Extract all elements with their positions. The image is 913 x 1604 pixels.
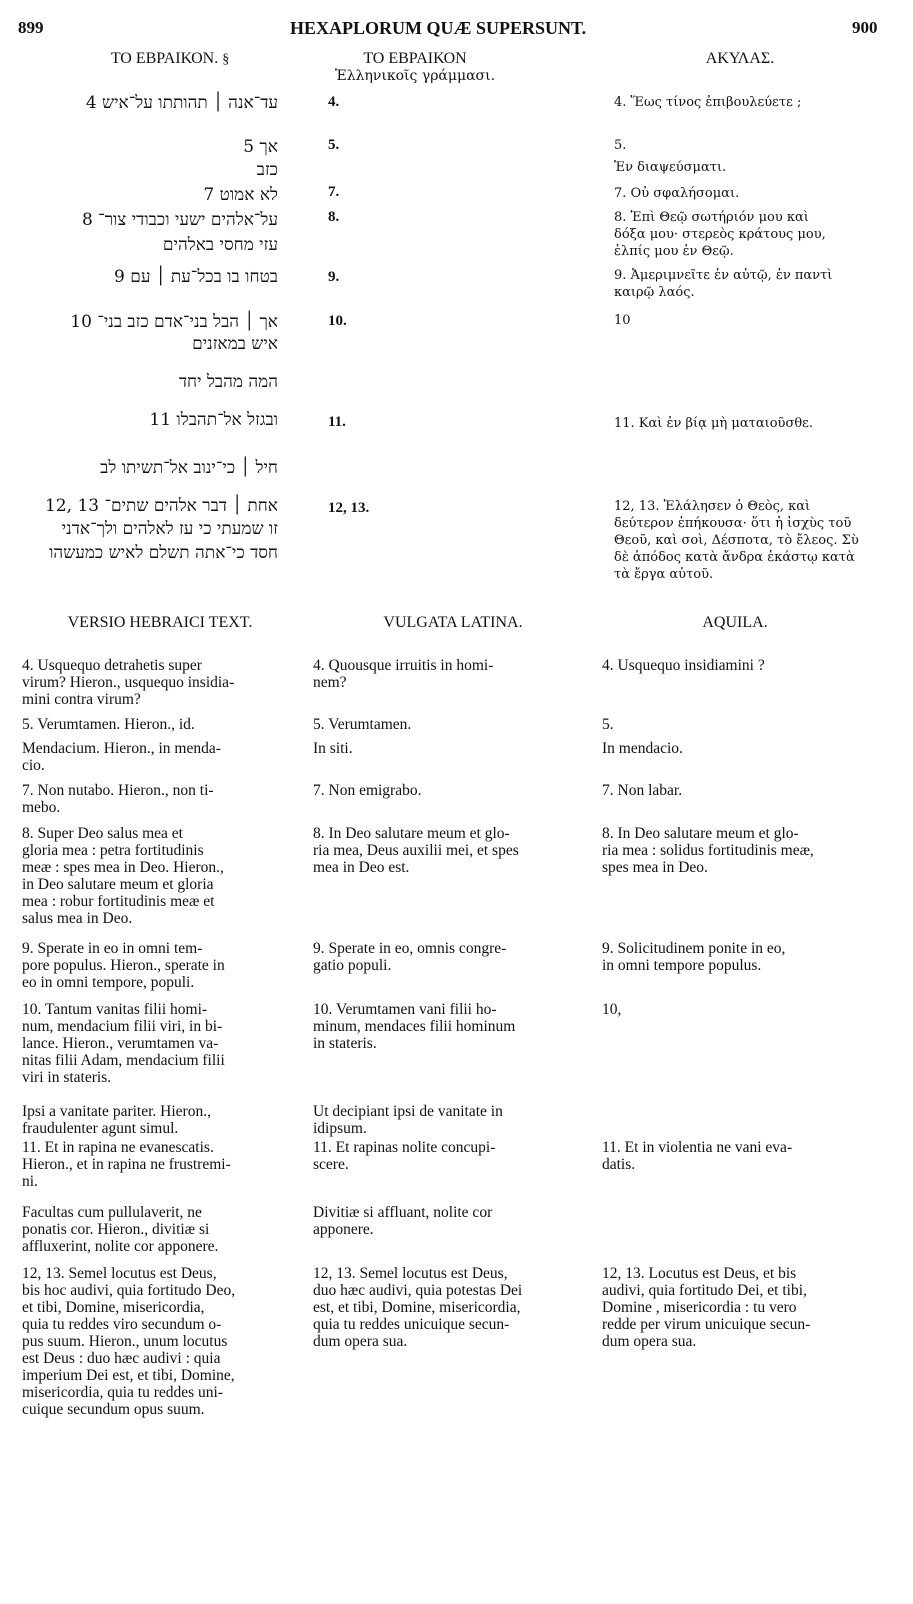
text-line: mini contra virum? (22, 691, 141, 708)
aquila-paragraph (602, 1139, 874, 1173)
hebrew-line: עד־אנה ׀ תהותתו על־איש 4 (85, 93, 278, 113)
col-heading-versio: VERSIO HEBRAICI TEXT. (67, 614, 253, 631)
text-line: audivi, quia fortitudo Dei, et tibi, (602, 1282, 807, 1299)
vulgata-paragraph (313, 782, 585, 799)
text-line: et tibi, Domine, misericordia, (22, 1299, 205, 1316)
text-line: gatio populi. (313, 957, 392, 974)
text-line: 7. Non labar. (602, 782, 683, 799)
text-line: 7. Non emigrabo. (313, 782, 422, 799)
text-line: cuique secundum opus suum. (22, 1401, 205, 1418)
text-line: redde per virum unicuique secun- (602, 1316, 811, 1333)
text-line: apponere. (313, 1221, 374, 1238)
hebrew-line: חיל ׀ כי־ינוב אל־תשיתו לב (100, 458, 278, 478)
text-line: pus suum. Hieron., unum locutus (22, 1333, 228, 1350)
versio-paragraph (22, 1204, 292, 1255)
text-line: in omni tempore populus. (602, 957, 762, 974)
versio-paragraph (22, 740, 292, 774)
page-number-left: 899 (18, 18, 44, 37)
text-line: 9. Sperate in eo, omnis congre- (313, 940, 507, 957)
col-heading-hebrew: ΤΟ ΕΒΡΑΙΚΟΝ. § (110, 50, 230, 67)
hebrew-line: בטחו בו בכל־עת ׀ עם 9 (113, 267, 278, 287)
vulgata-paragraph (313, 940, 585, 974)
text-line: bis hoc audivi, quia fortitudo Deo, (22, 1282, 236, 1299)
col-heading-aquila: AQUILA. (702, 614, 768, 631)
greek-line: ἐλπίς μου ἐν Θεῷ. (614, 244, 734, 259)
text-line: idipsum. (313, 1120, 367, 1137)
vulgata-paragraph (313, 1001, 585, 1052)
col-heading-aquila-greek: ΑΚΥΛΑΣ. (705, 50, 775, 67)
greek-line: 10 (614, 313, 631, 328)
text-line: Ipsi a vanitate pariter. Hieron., (22, 1103, 211, 1120)
text-line: Facultas cum pullulaverit, ne (22, 1204, 202, 1221)
versio-paragraph (22, 1265, 292, 1418)
vulgata-paragraph (313, 1139, 585, 1173)
text-line: 12, 13. Semel locutus est Deus, (313, 1265, 508, 1282)
text-line: lance. Hieron., verumtamen va- (22, 1035, 219, 1052)
vulgata-paragraph (313, 825, 585, 876)
text-line: minum, mendaces filii hominum (313, 1018, 516, 1035)
text-line: scere. (313, 1156, 349, 1173)
text-line: eo in omni tempore, populi. (22, 974, 195, 991)
text-line: Mendacium. Hieron., in menda- (22, 740, 221, 757)
aquila-paragraph (602, 1265, 874, 1350)
text-line: 10. Tantum vanitas filii homi- (22, 1001, 208, 1018)
text-line: nitas filii Adam, mendacium filii (22, 1052, 225, 1069)
text-line: In mendacio. (602, 740, 683, 757)
versio-paragraph (22, 657, 292, 708)
text-line: dum opera sua. (313, 1333, 408, 1350)
greek-line: 9. Ἀμεριμνεῖτε ἐν αὐτῷ, ἐν παντὶ (614, 268, 833, 283)
text-line: 12, 13. Locutus est Deus, et bis (602, 1265, 797, 1282)
hebrew-line: אחת ׀ דבר אלהים שתים־ 13 ,12 (44, 496, 278, 516)
text-line: cio. (22, 757, 45, 774)
col-heading-hebrew-greek-letters: ΤΟ ΕΒΡΑΙΚΟΝ Ἑλληνικοῖς γράμμασι. (334, 50, 496, 84)
text-line: est Deus : duo hæc audivi : quia (22, 1350, 221, 1367)
text-line: nem? (313, 674, 347, 691)
vulgata-paragraph (313, 1103, 585, 1137)
greek-line: 4. Ἕως τίνος ἐπιβουλεύετε ; (614, 95, 802, 110)
text-line: dum opera sua. (602, 1333, 697, 1350)
text-line: fraudulenter agunt simul. (22, 1120, 179, 1137)
text-line: in stateris. (313, 1035, 377, 1052)
text-line: affluxerint, nolite cor apponere. (22, 1238, 219, 1255)
aquila-paragraph (602, 825, 874, 876)
verse-number: 7. (328, 184, 340, 200)
text-line: ria mea, Deus auxilii mei, et spes (313, 842, 519, 859)
text-line: mea in Deo est. (313, 859, 410, 876)
aquila-paragraph (602, 782, 874, 799)
text-line: meæ : spes mea in Deo. Hieron., (22, 859, 224, 876)
text-line: 9. Sperate in eo in omni tem- (22, 940, 203, 957)
text-line: 4. Usquequo insidiamini ? (602, 657, 765, 674)
greek-line: 7. Οὐ σφαλήσομαι. (614, 186, 740, 201)
paragraph-mark-icon: § (222, 52, 230, 67)
vulgata-paragraph (313, 657, 585, 691)
hebrew-line: על־אלהים ישעי וכבודי צור־ 8 (81, 210, 278, 230)
text-line: spes mea in Deo. (602, 859, 708, 876)
text-line: quia tu reddes viro secundum o- (22, 1316, 222, 1333)
greek-line: Ἐν διαψεύσματι. (614, 160, 727, 175)
text-line: 9. Solicitudinem ponite in eo, (602, 940, 786, 957)
text-line: mebo. (22, 799, 61, 816)
text-line: misericordia, quia tu reddes uni- (22, 1384, 224, 1401)
text-line: 5. Verumtamen. (313, 716, 412, 733)
text-line: 5. Verumtamen. Hieron., id. (22, 716, 195, 733)
hebrew-line: איש במאזנים (192, 334, 278, 354)
verse-number: 4. (328, 94, 340, 110)
text-line: 11. Et in violentia ne vani eva- (602, 1139, 793, 1156)
running-title: HEXAPLORUM QUÆ SUPERSUNT. (290, 18, 587, 38)
text-line: 5. (602, 716, 614, 733)
hebrew-line: לא אמוט 7 (203, 185, 278, 205)
aquila-paragraph (602, 740, 874, 757)
text-line: 8. In Deo salutare meum et glo- (313, 825, 510, 842)
text-line: datis. (602, 1156, 636, 1173)
text-line: imperium Dei est, et tibi, Domine, (22, 1367, 235, 1384)
hebrew-line: עזי מחסי באלהים (162, 235, 278, 255)
aquila-paragraph (602, 716, 874, 733)
text-line: In siti. (313, 740, 353, 757)
versio-paragraph (22, 825, 292, 927)
text-line: Divitiæ si affluant, nolite cor (313, 1204, 493, 1221)
hebrew-line: אך ׀ הבל בני־אדם כזב בני־ 10 (70, 312, 278, 332)
text-line: ria mea : solidus fortitudinis meæ, (602, 842, 814, 859)
hebrew-line: זו שמעתי כי עז לאלהים ולך־אדני (61, 519, 278, 539)
versio-paragraph (22, 782, 292, 816)
text-line: in Deo salutare meum et gloria (22, 876, 214, 893)
text-line: ponatis cor. Hieron., divitiæ si (22, 1221, 210, 1238)
versio-paragraph (22, 1001, 292, 1086)
text-line: salus mea in Deo. (22, 910, 133, 927)
greek-line: 12, 13. Ἐλάλησεν ὁ Θεὸς, καὶ (614, 499, 811, 514)
vulgata-paragraph (313, 740, 585, 757)
text-line: gloria mea : petra fortitudinis (22, 842, 204, 859)
hebrew-line: ובגזל אל־תהבלו 11 (149, 410, 278, 430)
vulgata-paragraph (313, 1265, 585, 1350)
aquila-paragraph (602, 1001, 874, 1018)
greek-line: 5. (614, 138, 627, 153)
verse-number: 12, 13. (328, 500, 370, 516)
greek-line: δόξα μου· στερεὸς κράτους μου, (614, 227, 826, 242)
verse-number: 9. (328, 269, 340, 285)
text-line: 4. Quousque irruitis in homi- (313, 657, 494, 674)
hebrew-line: המה מהבל יחד (178, 372, 278, 392)
text-line: duo hæc audivi, quia potestas Dei (313, 1282, 523, 1299)
page-number-right: 900 (852, 18, 878, 37)
greek-line: καιρῷ λαός. (614, 285, 695, 300)
text-line: ni. (22, 1173, 38, 1190)
text-line: 8. In Deo salutare meum et glo- (602, 825, 799, 842)
col-heading-vulgata: VULGATA LATINA. (383, 614, 523, 631)
vulgata-paragraph (313, 716, 585, 733)
text-line: 11. Et in rapina ne evanescatis. (22, 1139, 214, 1156)
text-line: pore populus. Hieron., sperate in (22, 957, 225, 974)
greek-line: Θεοῦ, καὶ σοὶ, Δέσποτα, τὸ ἔλεος. Σὺ (614, 533, 859, 548)
greek-line: τὰ ἔργα αὐτοῦ. (614, 567, 714, 582)
aquila-paragraph (602, 940, 874, 974)
text-line: Hieron., et in rapina ne frustremi- (22, 1156, 231, 1173)
greek-line: 11. Καὶ ἐν βίᾳ μὴ ματαιοῦσθε. (614, 416, 814, 431)
verse-number: 11. (328, 414, 346, 430)
text-line: Domine , misericordia : tu vero (602, 1299, 797, 1316)
versio-paragraph (22, 1139, 292, 1190)
text-line: 7. Non nutabo. Hieron., non ti- (22, 782, 214, 799)
aquila-paragraph (602, 657, 874, 674)
hebrew-line: חסד כי־אתה תשלם לאיש כמעשהו (49, 543, 278, 563)
versio-paragraph (22, 940, 292, 991)
verse-number: 8. (328, 209, 340, 225)
text-line: Ut decipiant ipsi de vanitate in (313, 1103, 503, 1120)
text-line: virum? Hieron., usquequo insidia- (22, 674, 235, 691)
text-line: est, et tibi, Domine, misericordia, (313, 1299, 521, 1316)
greek-line: 8. Ἐπὶ Θεῷ σωτήριόν μου καὶ (614, 210, 809, 225)
hebrew-line: אך 5 (243, 137, 278, 157)
verse-number: 10. (328, 313, 347, 329)
text-line: viri in stateris. (22, 1069, 112, 1086)
text-line: 11. Et rapinas nolite concupi- (313, 1139, 496, 1156)
text-line: 8. Super Deo salus mea et (22, 825, 183, 842)
text-line: quia tu reddes unicuique secun- (313, 1316, 510, 1333)
hebrew-line: כזב (256, 160, 278, 180)
text-line: 10. Verumtamen vani filii ho- (313, 1001, 497, 1018)
versio-paragraph (22, 1103, 292, 1137)
text-line: 4. Usquequo detrahetis super (22, 657, 202, 674)
greek-line: δὲ ἀπόδος κατὰ ἄνδρα ἑκάστῳ κατὰ (614, 550, 855, 565)
text-line: 12, 13. Semel locutus est Deus, (22, 1265, 217, 1282)
verse-number: 5. (328, 137, 340, 153)
greek-line: δεύτερον ἐπήκουσα· ὅτι ἡ ἰσχὺς τοῦ (614, 516, 852, 531)
text-line: mea : robur fortitudinis meæ et (22, 893, 215, 910)
text-line: 10, (602, 1001, 622, 1018)
vulgata-paragraph (313, 1204, 585, 1238)
text-line: num, mendacium filii viri, in bi- (22, 1018, 223, 1035)
versio-paragraph (22, 716, 292, 733)
